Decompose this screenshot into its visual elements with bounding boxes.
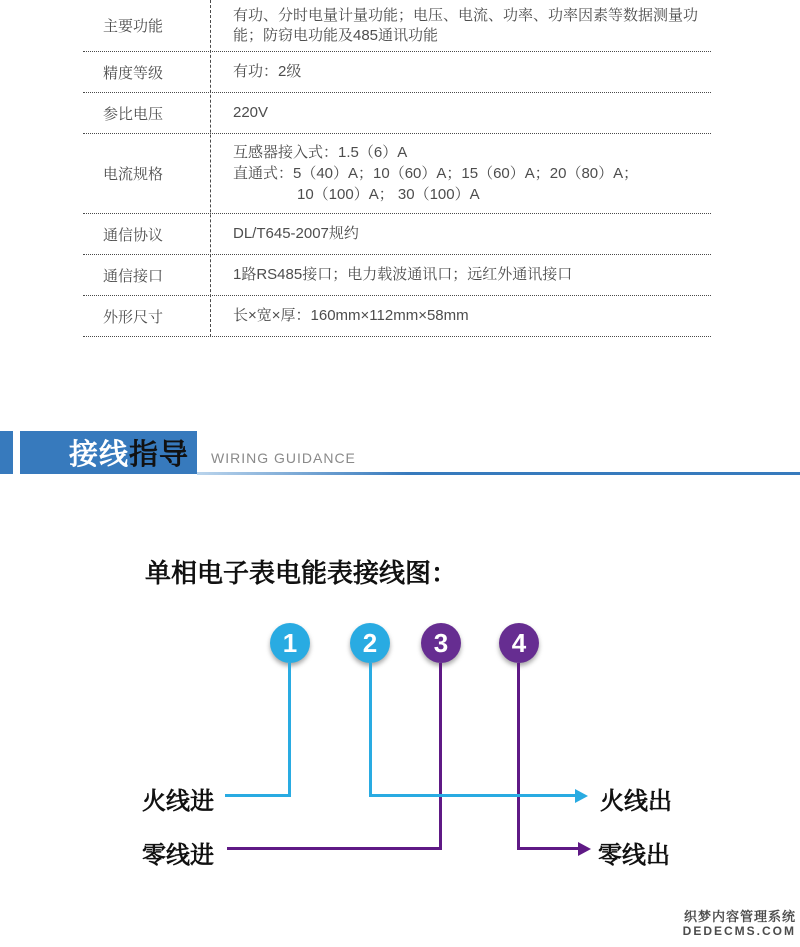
row-value [210,134,711,213]
row-value-text: 有功、分时电量计量功能；电压、电流、功率、功率因素等数据测量功能；防窃电功能及485通讯功能 [233,6,699,44]
watermark-line1: 织梦内容管理系统 [683,909,796,924]
row-value [210,93,711,133]
row-label: 电流规格 [103,166,164,183]
row-label: 参比电压 [103,105,164,123]
wire-terminal1-vertical [288,663,291,797]
section-header-title [20,431,197,474]
terminal-3-badge: 3 [421,623,461,663]
table-row [83,93,711,134]
row-value-line: 10（100）A； 30（100）A [297,186,480,203]
live-out-arrow-icon [575,789,588,803]
row-label: 通信接口 [103,267,164,285]
table-row [83,0,711,52]
label-live-out: 火线出 [600,788,672,815]
section-title-zh-part1: 接线 [68,439,129,471]
row-label: 精度等级 [103,64,164,82]
wire-live-out [369,794,576,797]
wire-terminal2-vertical [369,663,372,797]
table-row [83,52,711,93]
row-value [210,52,711,92]
wire-neutral-out [517,847,579,850]
row-value-text: 有功：2级 [233,63,302,80]
table-row [83,255,711,296]
row-value [210,255,711,295]
row-label: 主要功能 [103,18,164,35]
watermark [683,910,796,938]
wire-terminal3-vertical [439,663,442,850]
terminal-2-badge: 2 [350,623,390,663]
diagram-title: 单相电子表电能表接线图： [145,558,458,588]
section-title-zh-part2: 指导 [128,439,189,471]
row-label: 外形尺寸 [103,308,164,326]
section-header-accent-bar [0,431,13,474]
spec-table [83,0,711,337]
row-value-line: 互感器接入式：1.5（6）A [233,144,408,161]
table-row [83,134,711,214]
label-neutral-in: 零线进 [142,842,214,869]
row-label: 通信协议 [103,226,164,244]
row-value-text: 长×宽×厚：160mm×112mm×58mm [233,307,469,324]
wire-terminal4-vertical [517,663,520,850]
label-live-in: 火线进 [142,788,214,815]
row-value-text: DL/T645-2007规约 [233,225,359,242]
table-row [83,296,711,337]
section-header-subtitle-en: WIRING GUIDANCE [211,450,356,466]
row-value-line: 直通式：5（40）A；10（60）A；15（60）A；20（80）A； [233,165,639,182]
label-neutral-out: 零线出 [598,842,670,869]
row-value [210,214,711,254]
neutral-out-arrow-icon [578,842,591,856]
row-value [210,296,711,336]
table-row [83,214,711,255]
wire-live-in [225,794,291,797]
wire-neutral-in [227,847,442,850]
table-column-divider [210,0,211,337]
row-value [210,0,711,51]
row-value-text: 220V [233,104,269,121]
section-header-underline [197,472,800,475]
terminal-1-badge: 1 [270,623,310,663]
row-value-text: 1路RS485接口；电力载波通讯口；远红外通讯接口 [233,266,573,283]
watermark-line2: DEDECMS.COM [682,924,796,938]
terminal-4-badge: 4 [499,623,539,663]
